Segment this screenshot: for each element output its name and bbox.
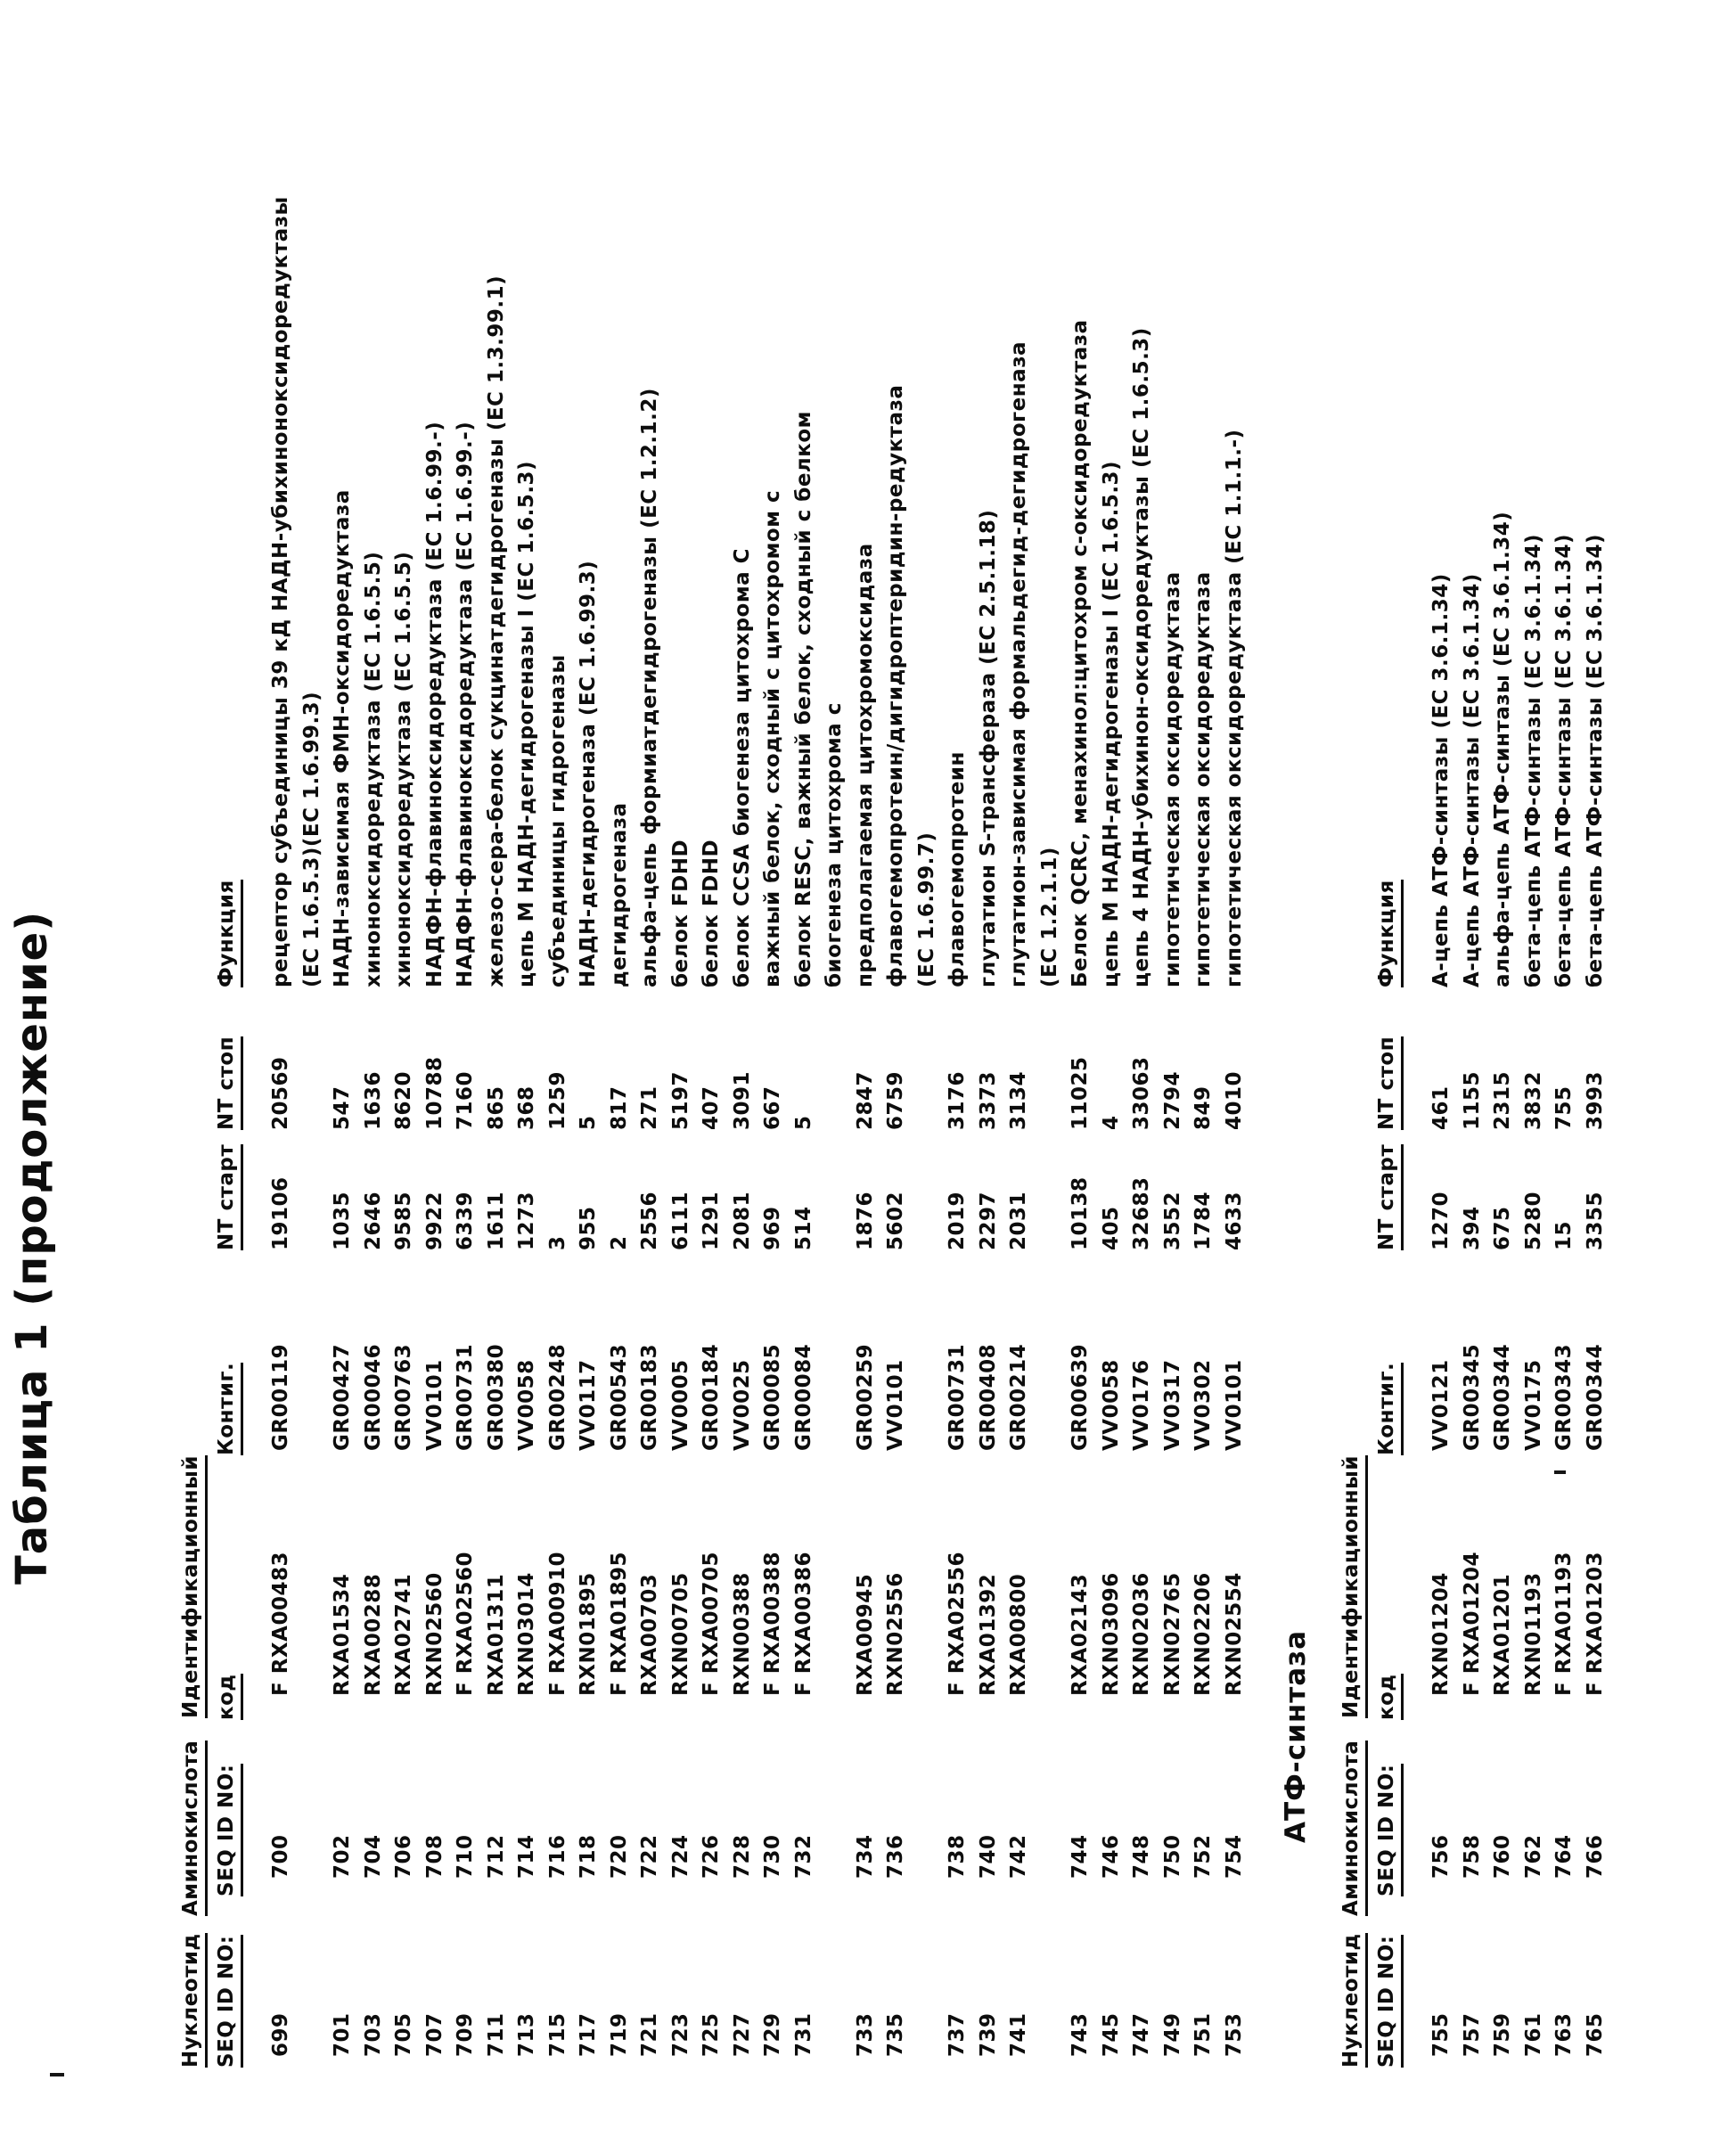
cell-contig: VV0302	[1191, 1359, 1215, 1451]
cell-id-code: RXA00703	[638, 1573, 661, 1696]
cell-function: хиноноксидоредуктаза (EC 1.6.5.5)	[361, 551, 385, 987]
cell-nt-start: 514	[791, 1206, 815, 1250]
header-amino-seq-id-2: SEQ ID NO:	[214, 1765, 243, 1897]
cell-nt-stop: 11025	[1069, 1056, 1092, 1130]
cell-id-code: F RXA01895	[607, 1552, 631, 1696]
cell-nt-stop: 1259	[545, 1070, 569, 1130]
cell-nt-stop: 6759	[884, 1070, 907, 1130]
header-contig: Контиг.	[1374, 1363, 1404, 1455]
cell-id-code: F RXA02556	[946, 1552, 969, 1696]
cell-nt-stop: 2315	[1491, 1070, 1514, 1130]
cell-contig: VV0176	[1130, 1359, 1153, 1451]
cell-amino-seq: 758	[1460, 1834, 1484, 1879]
cell-id-code: F RXA01193	[1552, 1552, 1576, 1696]
cell-amino-seq: 762	[1521, 1834, 1545, 1879]
cell-id-code: F RXA01204	[1460, 1552, 1484, 1696]
cell-nt-start: 1270	[1429, 1191, 1453, 1250]
cell-nt-start: 2297	[976, 1191, 1000, 1250]
header-nucleotide-seq-id-2: SEQ ID NO:	[214, 1936, 243, 2068]
cell-id-code: RXA01392	[976, 1573, 1000, 1696]
cell-contig: GR00763	[392, 1343, 415, 1451]
cell-function: альфа-цепь формиатдегидрогеназы (EC 1.2.1.2)	[638, 388, 661, 987]
cell-nucleotide-seq: 731	[791, 2012, 815, 2057]
cell-amino-seq: 720	[607, 1834, 631, 1879]
cell-function: гипотетическая оксидоредуктаза (EC 1.1.1.-)	[1222, 429, 1246, 987]
cell-id-code: RXN03096	[1099, 1572, 1123, 1696]
cell-nt-start: 9922	[422, 1191, 446, 1250]
cell-nt-stop: 271	[638, 1085, 661, 1130]
header-nucleotide-seq-id: Нуклеотид	[1339, 1933, 1368, 2068]
cell-nucleotide-seq: 759	[1491, 2012, 1514, 2057]
cell-function: бета-цепь АТФ-синтазы (EC 3.6.1.34)	[1521, 533, 1545, 987]
cell-id-code: RXN02765	[1160, 1572, 1184, 1696]
cell-nt-stop: 368	[515, 1085, 538, 1130]
header-amino-seq-id-2: SEQ ID NO:	[1374, 1765, 1404, 1897]
cell-nucleotide-seq: 717	[577, 2012, 600, 2057]
cell-id-code: RXN01204	[1429, 1572, 1453, 1696]
cell-contig: GR00408	[976, 1343, 1000, 1451]
cell-amino-seq: 752	[1191, 1834, 1215, 1879]
cell-nt-start: 2019	[946, 1191, 969, 1250]
cell-id-code: RXA01534	[331, 1573, 354, 1696]
cell-amino-seq: 740	[976, 1834, 1000, 1879]
cell-amino-seq: 714	[515, 1834, 538, 1879]
cell-function: цепь 4 НАДН-убихинон-оксидоредуктазы (EC 1.6.5.3)	[1130, 327, 1153, 987]
cell-function: гипотетическая оксидоредуктаза	[1160, 571, 1184, 987]
cell-amino-seq: 736	[884, 1834, 907, 1879]
cell-amino-seq: 708	[422, 1834, 446, 1879]
cell-function: хиноноксидоредуктаза (EC 1.6.5.5)	[392, 551, 415, 987]
cell-id-code: RXN02206	[1191, 1572, 1215, 1696]
cell-amino-seq: 702	[331, 1834, 354, 1879]
cell-id-code: RXN02556	[884, 1572, 907, 1696]
cell-amino-seq: 726	[700, 1834, 723, 1879]
cell-nucleotide-seq: 753	[1222, 2012, 1246, 2057]
cell-function: Белок QCRC, менахинол:цитохром с-оксидоредуктаза	[1069, 319, 1092, 987]
cell-nt-stop: 2847	[853, 1070, 877, 1130]
cell-nucleotide-seq: 705	[392, 2012, 415, 2057]
cell-function: субъединицы гидрогеназы	[545, 654, 569, 987]
cell-function: дегидрогеназа	[607, 802, 631, 987]
cell-nt-start: 3355	[1583, 1191, 1607, 1250]
cell-nt-start: 2	[607, 1235, 631, 1250]
header-nucleotide-seq-id-2: SEQ ID NO:	[1374, 1936, 1404, 2068]
cell-function: цепь M НАДН-дегидрогеназы I (EC 1.6.5.3)	[1099, 460, 1123, 987]
cell-nt-stop: 4010	[1222, 1070, 1246, 1130]
cell-contig: GR00259	[853, 1343, 877, 1451]
cell-amino-seq: 704	[361, 1834, 385, 1879]
cell-contig: GR00084	[791, 1343, 815, 1451]
header-nt-stop: NT стоп	[1374, 1036, 1404, 1130]
cell-function: белок CCSA биогенеза цитохрома C	[730, 547, 754, 987]
cell-amino-seq: 748	[1130, 1834, 1153, 1879]
cell-contig: GR00183	[638, 1343, 661, 1451]
header-id-code: Идентификационный	[178, 1455, 208, 1718]
cell-amino-seq: 760	[1491, 1834, 1514, 1879]
cell-nt-stop: 3091	[730, 1070, 754, 1130]
cell-nt-start: 5280	[1521, 1191, 1545, 1250]
cell-nt-stop: 20569	[269, 1056, 292, 1130]
cell-contig: GR00343	[1552, 1343, 1576, 1451]
cell-contig: GR00731	[454, 1343, 477, 1451]
cell-contig: VV0101	[884, 1359, 907, 1451]
cell-function: А-цепь АТФ-синтазы (EC 3.6.1.34)	[1429, 573, 1453, 987]
cell-nucleotide-seq: 703	[361, 2012, 385, 2057]
cell-function: белок FDHD	[668, 839, 692, 987]
header-id-code-2: код	[1374, 1675, 1404, 1721]
cell-amino-seq: 718	[577, 1834, 600, 1879]
scan-speck	[50, 2073, 64, 2076]
cell-function: бета-цепь АТФ-синтазы (EC 3.6.1.34)	[1583, 533, 1607, 987]
cell-amino-seq: 710	[454, 1834, 477, 1879]
cell-function: альфа-цепь АТФ-синтазы (EC 3.6.1.34)	[1491, 511, 1514, 987]
cell-amino-seq: 728	[730, 1834, 754, 1879]
cell-nucleotide-seq: 725	[700, 2012, 723, 2057]
cell-nucleotide-seq: 747	[1130, 2012, 1153, 2057]
cell-amino-seq: 750	[1160, 1834, 1184, 1879]
cell-id-code: RXN00705	[668, 1572, 692, 1696]
cell-id-code: F RXA00388	[761, 1552, 784, 1696]
cell-amino-seq: 724	[668, 1834, 692, 1879]
cell-amino-seq: 734	[853, 1834, 877, 1879]
cell-contig: GR00345	[1460, 1343, 1484, 1451]
cell-id-code: RXA00800	[1007, 1573, 1030, 1696]
header-id-code-2: код	[214, 1675, 243, 1721]
cell-nt-start: 3	[545, 1235, 569, 1250]
cell-nt-start: 969	[761, 1206, 784, 1250]
cell-nt-stop: 8620	[392, 1070, 415, 1130]
cell-nt-stop: 667	[761, 1085, 784, 1130]
cell-nt-stop: 3176	[946, 1070, 969, 1130]
cell-id-code: RXN01895	[577, 1572, 600, 1696]
cell-nt-stop: 3373	[976, 1070, 1000, 1130]
cell-contig: GR00184	[700, 1343, 723, 1451]
cell-nt-stop: 461	[1429, 1085, 1453, 1130]
cell-function: НАДН-дегидрогеназа (EC 1.6.99.3)	[577, 560, 600, 987]
cell-nt-start: 1876	[853, 1191, 877, 1250]
cell-function: А-цепь АТФ-синтазы (EC 3.6.1.34)	[1460, 573, 1484, 987]
cell-nt-start: 2031	[1007, 1191, 1030, 1250]
cell-nt-start: 955	[577, 1206, 600, 1250]
cell-nucleotide-seq: 735	[884, 2012, 907, 2057]
cell-id-code: RXN03014	[515, 1572, 538, 1696]
cell-id-code: RXN02036	[1130, 1572, 1153, 1696]
header-function: Функция	[1374, 880, 1404, 987]
cell-nt-stop: 849	[1191, 1085, 1215, 1130]
cell-function: рецептор субъединицы 39 кД НАДН-убихиноноксидоредуктазы (EC 1.6.5.3)(EC 1.6.99.3)	[269, 196, 323, 987]
cell-nucleotide-seq: 751	[1191, 2012, 1215, 2057]
cell-nucleotide-seq: 713	[515, 2012, 538, 2057]
cell-contig: GR00639	[1069, 1343, 1092, 1451]
cell-id-code: RXA02143	[1069, 1573, 1092, 1696]
header-nucleotide-seq-id: Нуклеотид	[178, 1933, 208, 2068]
cell-nucleotide-seq: 757	[1460, 2012, 1484, 2057]
cell-nt-stop: 10788	[422, 1056, 446, 1130]
cell-function: НАДН-зависимая ФМН-оксидоредуктаза	[331, 489, 354, 987]
cell-id-code: RXN00388	[730, 1572, 754, 1696]
cell-contig: VV0101	[422, 1359, 446, 1451]
cell-amino-seq: 706	[392, 1834, 415, 1879]
cell-nt-start: 2556	[638, 1191, 661, 1250]
cell-amino-seq: 746	[1099, 1834, 1123, 1879]
cell-amino-seq: 742	[1007, 1834, 1030, 1879]
cell-nt-stop: 2794	[1160, 1070, 1184, 1130]
cell-nucleotide-seq: 709	[454, 2012, 477, 2057]
cell-nucleotide-seq: 741	[1007, 2012, 1030, 2057]
cell-nucleotide-seq: 723	[668, 2012, 692, 2057]
header-function: Функция	[214, 880, 243, 987]
cell-nt-start: 1611	[484, 1191, 508, 1250]
cell-function: цепь M НАДН-дегидрогеназы I (EC 1.6.5.3)	[515, 460, 538, 987]
header-amino-seq-id: Аминокислота	[178, 1741, 208, 1916]
cell-nt-start: 3552	[1160, 1191, 1184, 1250]
cell-function: флавогемопротеин	[946, 751, 969, 987]
cell-nt-start: 1035	[331, 1191, 354, 1250]
cell-id-code: RXA00288	[361, 1573, 385, 1696]
cell-id-code: RXA01311	[484, 1573, 508, 1696]
cell-nt-start: 32683	[1130, 1176, 1153, 1250]
cell-id-code: F RXA01203	[1583, 1552, 1607, 1696]
cell-contig: GR00344	[1583, 1343, 1607, 1451]
cell-nucleotide-seq: 711	[484, 2012, 508, 2057]
cell-nt-stop: 407	[700, 1085, 723, 1130]
cell-nt-start: 1784	[1191, 1191, 1215, 1250]
cell-contig: VV0121	[1429, 1359, 1453, 1451]
cell-function: важный белок, сходный с цитохромом с	[761, 489, 784, 987]
cell-function: белок RESC, важный белок, сходный с белком биогенеза цитохрома с	[791, 411, 846, 987]
cell-id-code: RXA01201	[1491, 1573, 1514, 1696]
cell-nucleotide-seq: 701	[331, 2012, 354, 2057]
cell-id-code: RXN01193	[1521, 1572, 1545, 1696]
cell-nucleotide-seq: 745	[1099, 2012, 1123, 2057]
cell-amino-seq: 754	[1222, 1834, 1246, 1879]
cell-nt-start: 9585	[392, 1191, 415, 1250]
cell-nucleotide-seq: 733	[853, 2012, 877, 2057]
cell-function: гипотетическая оксидоредуктаза	[1191, 571, 1215, 987]
cell-nt-stop: 3134	[1007, 1070, 1030, 1130]
cell-nt-start: 5602	[884, 1191, 907, 1250]
cell-id-code: F RXA00386	[791, 1552, 815, 1696]
cell-amino-seq: 722	[638, 1834, 661, 1879]
cell-contig: GR00543	[607, 1343, 631, 1451]
cell-nt-stop: 1636	[361, 1070, 385, 1130]
cell-function: глутатион-зависимая формальдегид-дегидрогеназа (EC 1.2.1.1)	[1007, 340, 1061, 987]
cell-nucleotide-seq: 707	[422, 2012, 446, 2057]
cell-nt-start: 2646	[361, 1191, 385, 1250]
cell-amino-seq: 716	[545, 1834, 569, 1879]
cell-contig: VV0117	[577, 1359, 600, 1451]
cell-nucleotide-seq: 737	[946, 2012, 969, 2057]
cell-nt-start: 19106	[269, 1176, 292, 1250]
cell-id-code: RXN02560	[422, 1572, 446, 1696]
cell-nt-start: 2081	[730, 1191, 754, 1250]
cell-nt-start: 405	[1099, 1206, 1123, 1250]
cell-amino-seq: 764	[1552, 1834, 1576, 1879]
cell-nt-stop: 3993	[1583, 1070, 1607, 1130]
cell-function: НАДФН-флавиноксидоредуктаза (EC 1.6.99.-)	[454, 421, 477, 987]
header-id-code: Идентификационный	[1339, 1455, 1368, 1718]
cell-nt-stop: 1155	[1460, 1070, 1484, 1130]
cell-id-code: F RXA02560	[454, 1552, 477, 1696]
cell-amino-seq: 766	[1583, 1834, 1607, 1879]
cell-contig: VV0317	[1160, 1359, 1184, 1451]
cell-nt-stop: 547	[331, 1085, 354, 1130]
cell-nucleotide-seq: 761	[1521, 2012, 1545, 2057]
cell-amino-seq: 732	[791, 1834, 815, 1879]
cell-nt-stop: 3832	[1521, 1070, 1545, 1130]
cell-amino-seq: 744	[1069, 1834, 1092, 1879]
cell-nucleotide-seq: 739	[976, 2012, 1000, 2057]
cell-function: НАДФН-флавиноксидоредуктаза (EC 1.6.99.-)	[422, 421, 446, 987]
cell-nt-stop: 817	[607, 1085, 631, 1130]
cell-nt-start: 1273	[515, 1191, 538, 1250]
cell-nt-start: 6111	[668, 1191, 692, 1250]
cell-contig: VV0025	[730, 1359, 754, 1451]
cell-id-code: RXA02741	[392, 1573, 415, 1696]
cell-contig: GR00731	[946, 1343, 969, 1451]
cell-nt-stop: 4	[1099, 1115, 1123, 1130]
cell-id-code: F RXA00483	[269, 1552, 292, 1696]
scan-speck	[1554, 1470, 1566, 1474]
cell-id-code: RXA00945	[853, 1573, 877, 1696]
cell-amino-seq: 738	[946, 1834, 969, 1879]
page-title: Таблица 1 (продолжение)	[7, 910, 57, 1585]
cell-nucleotide-seq: 721	[638, 2012, 661, 2057]
cell-nucleotide-seq: 699	[269, 2012, 292, 2057]
cell-function: глутатион S-трансфераза (EC 2.5.1.18)	[976, 509, 1000, 987]
cell-function: предполагаемая цитохромоксидаза	[853, 543, 877, 987]
cell-nucleotide-seq: 749	[1160, 2012, 1184, 2057]
cell-nucleotide-seq: 743	[1069, 2012, 1092, 2057]
cell-contig: VV0058	[1099, 1359, 1123, 1451]
cell-nt-start: 394	[1460, 1206, 1484, 1250]
cell-nt-start: 15	[1552, 1220, 1576, 1250]
cell-nt-start: 10138	[1069, 1176, 1092, 1250]
cell-function: белок FDHD	[700, 839, 723, 987]
cell-nt-start: 6339	[454, 1191, 477, 1250]
header-nt-start: NT старт	[1374, 1144, 1404, 1250]
cell-id-code: F RXA00705	[700, 1552, 723, 1696]
cell-nt-start: 1291	[700, 1191, 723, 1250]
cell-contig: GR00248	[545, 1343, 569, 1451]
cell-nt-stop: 755	[1552, 1085, 1576, 1130]
header-nt-start: NT старт	[214, 1144, 243, 1250]
cell-contig: VV0005	[668, 1359, 692, 1451]
cell-contig: GR00085	[761, 1343, 784, 1451]
cell-amino-seq: 712	[484, 1834, 508, 1879]
cell-contig: GR00427	[331, 1343, 354, 1451]
cell-nucleotide-seq: 755	[1429, 2012, 1453, 2057]
cell-nucleotide-seq: 763	[1552, 2012, 1576, 2057]
header-contig: Контиг.	[214, 1363, 243, 1455]
cell-function: флавогемопротеин/дигидроптеридин-редуктаза (EC 1.6.99.7)	[884, 384, 938, 987]
section-heading: АТФ-синтаза	[1280, 1629, 1312, 1843]
header-amino-seq-id: Аминокислота	[1339, 1741, 1368, 1916]
header-nt-stop: NT стоп	[214, 1036, 243, 1130]
cell-amino-seq: 730	[761, 1834, 784, 1879]
cell-function: железо-сера-белок сукцинатдегидрогеназы (EC 1.3.99.1)	[484, 274, 508, 987]
cell-contig: VV0058	[515, 1359, 538, 1451]
cell-amino-seq: 756	[1429, 1834, 1453, 1879]
cell-nucleotide-seq: 715	[545, 2012, 569, 2057]
cell-nt-start: 675	[1491, 1206, 1514, 1250]
cell-contig: GR00344	[1491, 1343, 1514, 1451]
cell-nt-stop: 5	[791, 1115, 815, 1130]
cell-nt-stop: 7160	[454, 1070, 477, 1130]
cell-contig: VV0175	[1521, 1359, 1545, 1451]
cell-nt-stop: 5197	[668, 1070, 692, 1130]
cell-function: бета-цепь АТФ-синтазы (EC 3.6.1.34)	[1552, 533, 1576, 987]
cell-contig: GR00214	[1007, 1343, 1030, 1451]
cell-nucleotide-seq: 727	[730, 2012, 754, 2057]
cell-amino-seq: 700	[269, 1834, 292, 1879]
cell-nucleotide-seq: 729	[761, 2012, 784, 2057]
cell-contig: VV0101	[1222, 1359, 1246, 1451]
cell-nt-start: 4633	[1222, 1191, 1246, 1250]
cell-nucleotide-seq: 719	[607, 2012, 631, 2057]
cell-nt-stop: 5	[577, 1115, 600, 1130]
cell-nucleotide-seq: 765	[1583, 2012, 1607, 2057]
cell-id-code: F RXA00910	[545, 1552, 569, 1696]
cell-nt-stop: 33063	[1130, 1056, 1153, 1130]
cell-contig: GR00119	[269, 1343, 292, 1451]
cell-contig: GR00046	[361, 1343, 385, 1451]
cell-contig: GR00380	[484, 1343, 508, 1451]
cell-id-code: RXN02554	[1222, 1572, 1246, 1696]
cell-nt-stop: 865	[484, 1085, 508, 1130]
